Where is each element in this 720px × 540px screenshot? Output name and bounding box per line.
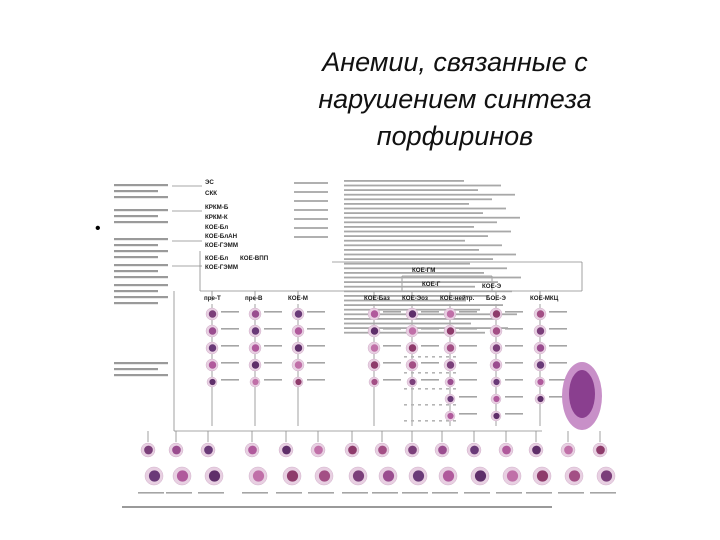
figure-caption (122, 506, 552, 508)
stage-text-line (114, 190, 158, 192)
mature-cell-label-line (242, 492, 268, 494)
cell-nucleus (409, 327, 416, 334)
cell-label-line (549, 362, 567, 364)
abbrev-text-line (294, 218, 328, 220)
cell-nucleus (248, 446, 257, 455)
legend-text-line (344, 304, 503, 306)
stage-marker (411, 356, 414, 358)
cell-label-line (307, 328, 325, 330)
cell-nucleus (569, 470, 580, 481)
cell-nucleus (447, 413, 453, 419)
cell-label-line (307, 362, 325, 364)
title-line-3: порфиринов (376, 121, 534, 151)
stage-marker (418, 388, 421, 390)
cell-label-line (459, 345, 477, 347)
legend-text-line (344, 231, 511, 233)
cell-label-line (264, 362, 282, 364)
mature-cell-label-line (402, 492, 428, 494)
mid-label-koe-g: КОЕ-Г (422, 281, 441, 288)
stage-marker (439, 356, 442, 358)
mid-label-koe-gm: КОЕ-ГМ (412, 267, 436, 274)
cell-nucleus (282, 446, 291, 455)
stage-marker (411, 388, 414, 390)
cell-nucleus (209, 361, 216, 368)
cell-label-line (505, 396, 523, 398)
cell-nucleus (493, 379, 499, 385)
legend-text-line (344, 217, 520, 219)
stage-text-line (114, 215, 158, 217)
cell-label-line (221, 362, 239, 364)
cell-nucleus (537, 379, 543, 385)
stage-marker (439, 420, 442, 422)
cell-label-line (383, 311, 401, 313)
legend-text-line (344, 235, 488, 237)
cell-label-line (505, 328, 523, 330)
stage-marker (404, 356, 407, 358)
title-line-1: Анемии, связанные с (322, 47, 588, 77)
cell-nucleus (371, 327, 378, 334)
legend-text-line (344, 212, 483, 214)
cell-nucleus (177, 470, 188, 481)
mature-cell-label-line (342, 492, 368, 494)
cell-label-line (383, 379, 401, 381)
legend-text-line (344, 203, 469, 205)
scheme-cell-images (138, 308, 616, 494)
cell-label-line (505, 413, 523, 415)
row-label-pre-t: пре-Т (204, 295, 221, 302)
cell-nucleus (353, 470, 364, 481)
row-label-koe-eoz: КОЕ-Эоз (402, 295, 428, 302)
stage-marker (453, 388, 456, 390)
cell-nucleus (596, 446, 605, 455)
stage-marker (439, 372, 442, 374)
cell-nucleus (348, 446, 357, 455)
stage-marker (418, 372, 421, 374)
cell-nucleus (295, 344, 302, 351)
legend-text-line (344, 263, 470, 265)
row-label-koe-neytr: КОЕ-нейтр. (440, 295, 475, 302)
caption-text-line (122, 506, 552, 508)
cell-nucleus (537, 327, 544, 334)
cell-label-line (421, 345, 439, 347)
cell-label-line (383, 328, 401, 330)
stage-text-line (114, 264, 168, 266)
cell-nucleus (371, 344, 378, 351)
cell-nucleus (295, 327, 302, 334)
cell-nucleus (295, 310, 302, 317)
cell-label-line (459, 311, 477, 313)
node-label-koe-gemm: КОЕ-ГЭММ (205, 242, 238, 249)
cell-nucleus (493, 413, 499, 419)
legend-text-line (344, 240, 465, 242)
cell-label-line (221, 345, 239, 347)
cell-nucleus (493, 396, 499, 402)
cell-nucleus (144, 446, 153, 455)
cell-nucleus (252, 310, 259, 317)
cell-nucleus (537, 344, 544, 351)
cell-nucleus (447, 344, 454, 351)
stage-marker (432, 420, 435, 422)
stage-text-line (114, 302, 158, 304)
node-label-koe-bl: КОЕ-Бл (205, 224, 229, 231)
legend-text-line (344, 198, 492, 200)
cell-nucleus (475, 470, 486, 481)
stage-marker (404, 420, 407, 422)
stage-marker (425, 372, 428, 374)
stage-text-line (114, 276, 168, 278)
abbrev-text-line (294, 182, 328, 184)
cell-nucleus (447, 379, 453, 385)
stage-text-line (114, 196, 168, 198)
cell-label-line (421, 311, 439, 313)
stage-marker (446, 404, 449, 406)
cell-label-line (307, 311, 325, 313)
cell-nucleus (537, 310, 544, 317)
stage-text-line (114, 284, 168, 286)
cell-nucleus (209, 327, 216, 334)
cell-nucleus (252, 327, 259, 334)
stage-text-line (114, 256, 158, 258)
stage-marker (425, 388, 428, 390)
mature-cell-label-line (138, 492, 164, 494)
stage-text-line (114, 362, 168, 364)
progenitor-label-3: КОЕ-ГЭММ (205, 264, 238, 271)
abbrev-text-line (294, 236, 328, 238)
cell-label-line (221, 311, 239, 313)
stage-marker (432, 388, 435, 390)
abbrev-text-line (294, 200, 328, 202)
cell-nucleus (502, 446, 511, 455)
cell-label-line (421, 362, 439, 364)
slide-title (270, 44, 640, 155)
cell-label-line (549, 328, 567, 330)
mature-cell-label-line (198, 492, 224, 494)
cell-nucleus (470, 446, 479, 455)
stage-marker (432, 372, 435, 374)
cell-label-line (383, 345, 401, 347)
stage-marker (453, 356, 456, 358)
progenitor-label-2: КОЕ-ВПП (240, 255, 269, 262)
stage-marker (404, 388, 407, 390)
cell-nucleus (149, 470, 160, 481)
mature-cell-label-line (496, 492, 522, 494)
stage-labels-column (114, 184, 168, 376)
stage-marker (439, 388, 442, 390)
cell-nucleus (507, 470, 518, 481)
legend-text-line (344, 185, 501, 187)
cell-nucleus (443, 470, 454, 481)
legend-text-line (344, 323, 471, 325)
legend-text-line (344, 249, 479, 251)
row-label-boe-e: БОЕ-Э (486, 295, 506, 302)
progenitor-label-1: КОЕ-Бл (205, 255, 229, 262)
cell-label-line (421, 328, 439, 330)
node-label-krkm-b: КРКМ-Б (205, 204, 229, 211)
stage-text-line (114, 244, 158, 246)
stage-marker (418, 420, 421, 422)
stage-marker (432, 404, 435, 406)
row-label-koe-m: КОЕ-М (288, 295, 308, 302)
cell-label-line (549, 311, 567, 313)
stage-marker (404, 372, 407, 374)
cell-nucleus (493, 327, 500, 334)
cell-nucleus (371, 379, 377, 385)
cell-label-line (307, 345, 325, 347)
cell-nucleus (295, 379, 301, 385)
node-label-koe-blan: КОЕ-БлАН (205, 233, 238, 240)
legend-text-line (344, 286, 475, 288)
stage-text-line (114, 184, 168, 186)
cell-nucleus (314, 446, 323, 455)
cell-nucleus (438, 446, 447, 455)
cell-nucleus (252, 344, 259, 351)
mature-cell-label-line (308, 492, 334, 494)
cell-nucleus (537, 361, 544, 368)
cell-nucleus (252, 379, 258, 385)
stage-text-line (114, 238, 168, 240)
cell-nucleus (564, 446, 573, 455)
cell-nucleus (371, 361, 378, 368)
cell-label-line (421, 379, 439, 381)
cell-label-line (505, 362, 523, 364)
abbrev-text-line (294, 209, 328, 211)
row-label-pre-v: пре-В (245, 295, 263, 302)
stage-marker (411, 404, 414, 406)
stage-marker (453, 404, 456, 406)
cell-label-line (264, 328, 282, 330)
bullet-point: • (95, 220, 101, 237)
cell-label-line (549, 345, 567, 347)
cell-nucleus (209, 344, 216, 351)
cell-label-line (459, 413, 477, 415)
cell-nucleus (209, 379, 215, 385)
cell-nucleus (601, 470, 612, 481)
cell-label-line (264, 311, 282, 313)
cell-label-line (264, 379, 282, 381)
cell-nucleus (532, 446, 541, 455)
cell-label-line (505, 345, 523, 347)
mid-label-koe-e: КОЕ-Э (482, 283, 502, 290)
cell-nucleus (409, 310, 416, 317)
legend-text-line (344, 180, 464, 182)
stage-marker (446, 356, 449, 358)
mature-cell-label-line (276, 492, 302, 494)
stage-marker (453, 372, 456, 374)
cell-nucleus (383, 470, 394, 481)
megakaryocyte-nucleus (569, 370, 595, 418)
stage-marker (439, 404, 442, 406)
cell-nucleus (409, 344, 416, 351)
cell-nucleus (447, 361, 454, 368)
mature-cell-label-line (590, 492, 616, 494)
cell-label-line (221, 379, 239, 381)
cell-nucleus (537, 396, 543, 402)
cell-nucleus (493, 344, 500, 351)
cell-label-line (383, 362, 401, 364)
legend-text-line (344, 194, 515, 196)
stage-text-line (114, 270, 158, 272)
stage-marker (453, 420, 456, 422)
mature-cell-label-line (372, 492, 398, 494)
cell-nucleus (447, 327, 454, 334)
cell-label-line (264, 345, 282, 347)
cell-nucleus (172, 446, 181, 455)
cell-nucleus (253, 470, 264, 481)
stage-text-line (114, 296, 168, 298)
cell-nucleus (493, 361, 500, 368)
stage-marker (418, 404, 421, 406)
stage-text-line (114, 368, 158, 370)
cell-label-line (459, 396, 477, 398)
stage-marker (425, 420, 428, 422)
node-label-krkm-k: КРКМ-К (205, 214, 228, 221)
stage-text-line (114, 374, 168, 376)
cell-nucleus (371, 310, 378, 317)
mature-cell-label-line (432, 492, 458, 494)
stage-marker (404, 404, 407, 406)
stage-text-line (114, 290, 158, 292)
legend-text-line (344, 208, 506, 210)
legend-text-line (344, 189, 478, 191)
stage-marker (425, 404, 428, 406)
cell-nucleus (493, 310, 500, 317)
cell-nucleus (319, 470, 330, 481)
node-label-es: ЭС (205, 179, 214, 186)
stage-text-line (114, 209, 168, 211)
legend-text-line (344, 290, 512, 292)
row-label-koe-baz: КОЕ-Баз (364, 295, 390, 302)
cell-nucleus (447, 310, 454, 317)
cell-label-line (459, 362, 477, 364)
cell-nucleus (287, 470, 298, 481)
legend-text-line (344, 226, 474, 228)
cell-nucleus (537, 470, 548, 481)
title-line-2: нарушением синтеза (318, 84, 592, 114)
stage-text-line (114, 221, 168, 223)
cell-nucleus (204, 446, 213, 455)
cell-nucleus (447, 396, 453, 402)
stage-marker (446, 388, 449, 390)
cell-label-line (307, 379, 325, 381)
stage-marker (418, 356, 421, 358)
stage-marker (446, 372, 449, 374)
cell-nucleus (409, 379, 415, 385)
cell-label-line (221, 328, 239, 330)
mature-cell-label-line (558, 492, 584, 494)
legend-text-line (344, 281, 498, 283)
abbrev-text-line (294, 227, 328, 229)
cell-label-line (459, 379, 477, 381)
row-label-koe-mkts: КОЕ-МКЦ (530, 295, 559, 302)
node-label-skk: СКК (205, 190, 218, 197)
stage-marker (425, 356, 428, 358)
stage-marker (411, 372, 414, 374)
legend-text-line (344, 221, 497, 223)
cell-label-line (459, 328, 477, 330)
cell-nucleus (209, 470, 220, 481)
legend-text-line (344, 318, 494, 320)
cell-nucleus (413, 470, 424, 481)
mature-cell-label-line (464, 492, 490, 494)
cell-nucleus (409, 361, 416, 368)
stage-marker (411, 420, 414, 422)
legend-text-line (344, 258, 493, 260)
cell-label-line (505, 311, 523, 313)
cell-label-line (505, 379, 523, 381)
stage-marker (446, 420, 449, 422)
mature-cell-label-line (526, 492, 552, 494)
legend-text-line (344, 254, 516, 256)
legend-text-line (344, 244, 502, 246)
cell-nucleus (408, 446, 417, 455)
mature-cell-label-line (166, 492, 192, 494)
hematopoiesis-scheme (112, 176, 716, 516)
stage-marker (432, 356, 435, 358)
cell-nucleus (295, 361, 302, 368)
legend-text-line (344, 277, 521, 279)
stage-text-line (114, 250, 168, 252)
cell-nucleus (209, 310, 216, 317)
abbrev-text-line (294, 191, 328, 193)
cell-nucleus (378, 446, 387, 455)
cell-nucleus (252, 361, 259, 368)
